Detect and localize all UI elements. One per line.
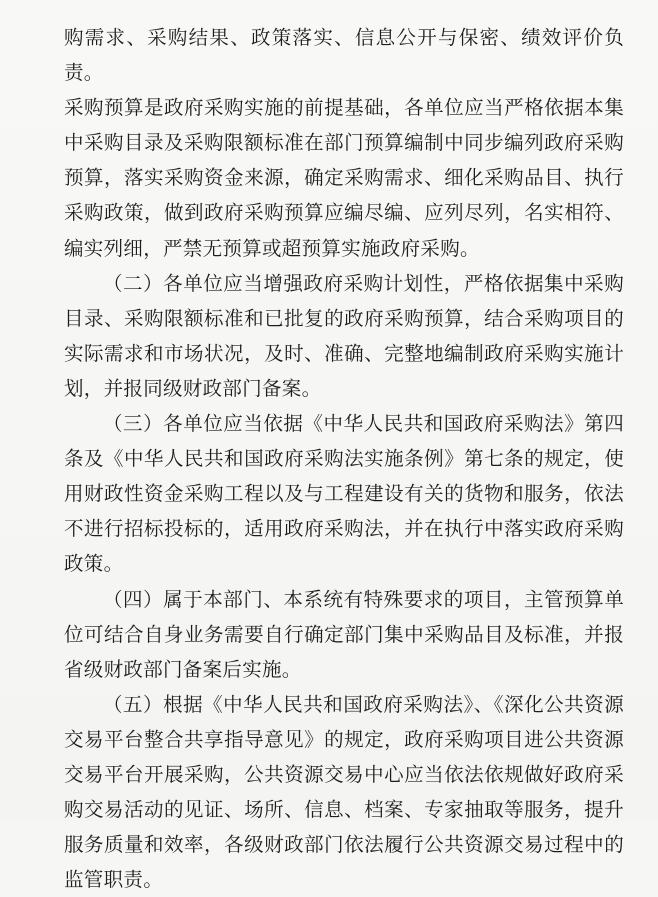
paragraph-item-5: （五）根据《中华人民共和国政府采购法》、《深化公共资源交易平台整合共享指导意见》的规定，政府采购项目进公共资源交易平台开展采购，公共资源交易中心应当依法依规做好政府采购交易活动的见证、场所、信息、档案、专家抽取等服务，提升服务质量和效率，各级财政部门依法履行公共资源交易过程中的监管职责。: [64, 692, 624, 892]
paragraph-item-4: （四）属于本部门、本系统有特殊要求的项目，主管预算单位可结合自身业务需要自行确定部门集中采购品目及标准，并报省级财政部门备案后实施。: [64, 587, 624, 681]
paragraph-item-2: （二）各单位应当增强政府采购计划性，严格依据集中采购目录、采购限额标准和已批复的政府采购预算，结合采购项目的实际需求和市场状况，及时、准确、完整地编制政府采购实施计划，并报同级财政部门备案。: [64, 271, 624, 400]
paragraph-procurement-budget: 采购预算是政府采购实施的前提基础，各单位应当严格依据本集中采购目录及采购限额标准在部门预算编制中同步编列政府采购预算，落实采购资金来源，确定采购需求、细化采购品目、执行采购政策，做到政府采购预算应编尽编、应列尽列，名实相符、编实列细，严禁无预算或超预算实施政府采购。: [64, 96, 624, 260]
paragraph-item-3: （三）各单位应当依据《中华人民共和国政府采购法》第四条及《中华人民共和国政府采购法实施条例》第七条的规定，使用财政性资金采购工程以及与工程建设有关的货物和服务，依法不进行招标投标的，适用政府采购法，并在执行中落实政府采购政策。: [64, 412, 624, 576]
document-body: [64, 20, 624, 897]
paragraph-continued: 购需求、采购结果、政策落实、信息公开与保密、绩效评价负责。: [64, 26, 624, 85]
